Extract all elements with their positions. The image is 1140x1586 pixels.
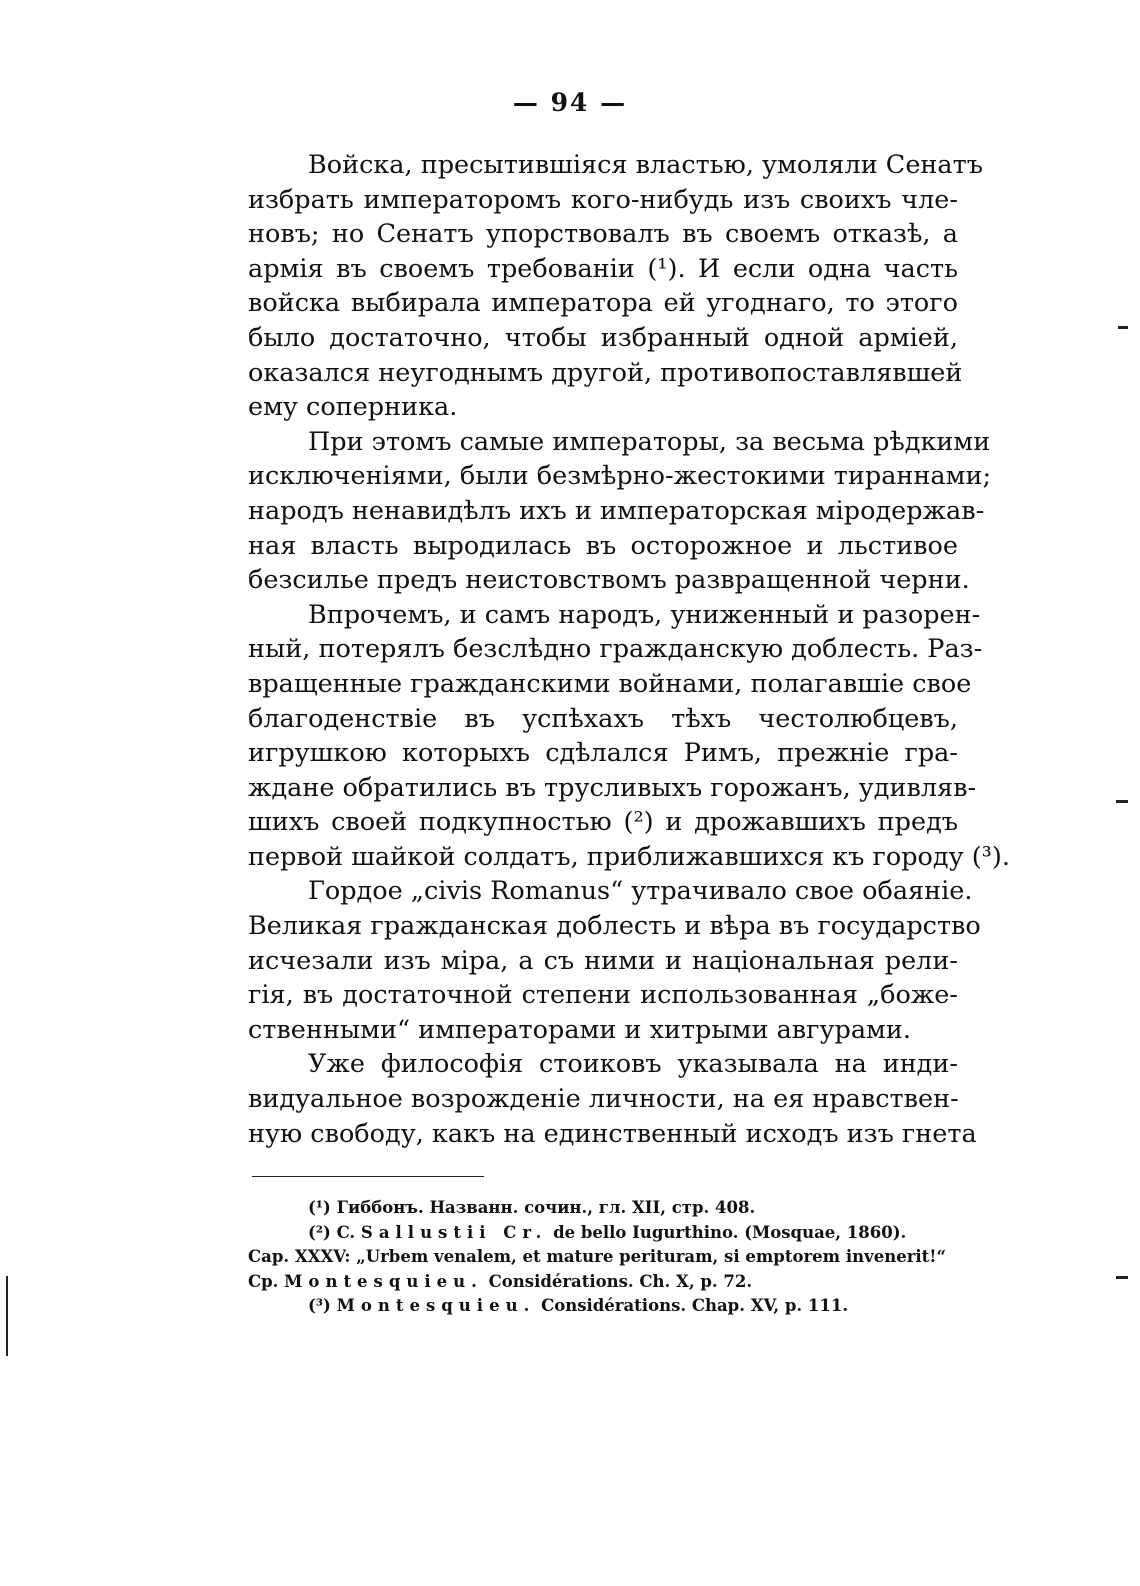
text-line: Войска, пресытившіяся властью, умоляли Сенатъ <box>308 150 983 180</box>
footnote-2 <box>248 1221 958 1246</box>
text-line: ный, потерялъ безслѣдно гражданскую доблесть. Раз- <box>248 634 983 665</box>
footnote-2-line3-prefix: Cp. <box>248 1271 279 1291</box>
text-line: первой шайкой солдатъ, приближавшихся къ городу (³). <box>248 841 1010 872</box>
text-line: ственными“ императорами и хитрыми авгурами. <box>248 1014 911 1045</box>
text-line: новъ; но Сенатъ упорствовалъ въ своемъ отказѣ, а <box>248 219 958 250</box>
text-line: ждане обратились въ трусливыхъ горожанъ, удивляв- <box>248 772 977 803</box>
text-line: видуальное возрожденіе личности, на ея нравствен- <box>248 1084 959 1115</box>
footnote-2-line3-rest: Considérations. Ch. X, p. 72. <box>488 1271 753 1291</box>
page-number: — 94 — <box>512 88 628 117</box>
footnote-3-author: Montesquieu. <box>336 1296 536 1315</box>
footnote-separator <box>252 1176 484 1177</box>
footnote-1: (¹) Гиббонъ. Названн. сочин., гл. XII, стр. 408. <box>308 1198 756 1217</box>
text-line: оказался неугоднымъ другой, противопоставлявшей <box>248 357 963 388</box>
text-line: армія въ своемъ требованіи (¹). И если одна часть <box>248 253 958 284</box>
text-line: гія, въ достаточной степени использованная „боже- <box>248 980 958 1011</box>
text-line: благоденствіе въ успѣхахъ тѣхъ честолюбцевъ, <box>248 703 958 734</box>
text-line: Великая гражданская доблесть и вѣра въ государство <box>248 911 981 942</box>
text-line: игрушкою которыхъ сдѣлался Римъ, прежніе гра- <box>248 738 958 769</box>
text-line: вращенные гражданскими войнами, полагавшіе свое <box>248 668 972 699</box>
footnote-2-line2: Cap. XXXV: „Urbem venalem, et mature perituram, si emptorem invenerit!“ <box>248 1247 947 1266</box>
text-line: избрать императоромъ кого-нибудь изъ своихъ чле- <box>248 184 958 215</box>
text-line: При этомъ самые императоры, за весьма рѣдкими <box>308 426 991 457</box>
text-line: ему соперника. <box>248 392 458 423</box>
text-line: Уже философія стоиковъ указывала на инди- <box>308 1049 958 1080</box>
footnote-2-line3 <box>248 1270 958 1295</box>
text-line: шихъ своей подкупностью (²) и дрожавшихъ предъ <box>248 807 958 838</box>
text-line: Впрочемъ, и самъ народъ, униженный и разорен- <box>308 599 981 630</box>
footnote-2-marker: (²) C. <box>308 1222 356 1242</box>
text-line: безсилье предъ неистовствомъ развращенной черни. <box>248 565 970 596</box>
text-line: исчезали изъ міра, а съ ними и національная рели- <box>248 945 958 976</box>
scan-mark <box>6 1276 8 1356</box>
text-line: войска выбирала императора ей угоднаго, то этого <box>248 288 958 319</box>
body-text <box>248 148 1010 1151</box>
text-line: ная власть выродилась въ осторожное и льстивое <box>248 530 958 561</box>
text-line: ную свободу, какъ на единственный исходъ изъ гнета <box>248 1118 977 1149</box>
text-line: исключеніями, были безмѣрно-жестокими тираннами; <box>248 461 992 492</box>
footnotes <box>248 1196 958 1319</box>
footnote-2-rest: de bello Iugurthino. (Mosquae, 1860). <box>553 1222 907 1242</box>
footnote-3-marker: (³) <box>308 1296 331 1315</box>
scan-mark <box>1116 800 1128 803</box>
text-line: было достаточно, чтобы избранный одной арміей, <box>248 322 958 353</box>
scan-mark <box>1118 326 1128 329</box>
text-line: Гордое „civis Romanus“ утрачивало свое обаяніе. <box>308 876 973 907</box>
footnote-3-rest: Considérations. Chap. XV, p. 111. <box>541 1296 849 1315</box>
scan-mark <box>1116 1276 1128 1279</box>
footnote-2-author: Sallustii Cr. <box>360 1222 548 1242</box>
text-line: народъ ненавидѣлъ ихъ и императорская міродержав- <box>248 495 985 526</box>
footnote-3 <box>248 1294 958 1319</box>
footnote-2-line3-author: Montesquieu. <box>284 1271 483 1291</box>
